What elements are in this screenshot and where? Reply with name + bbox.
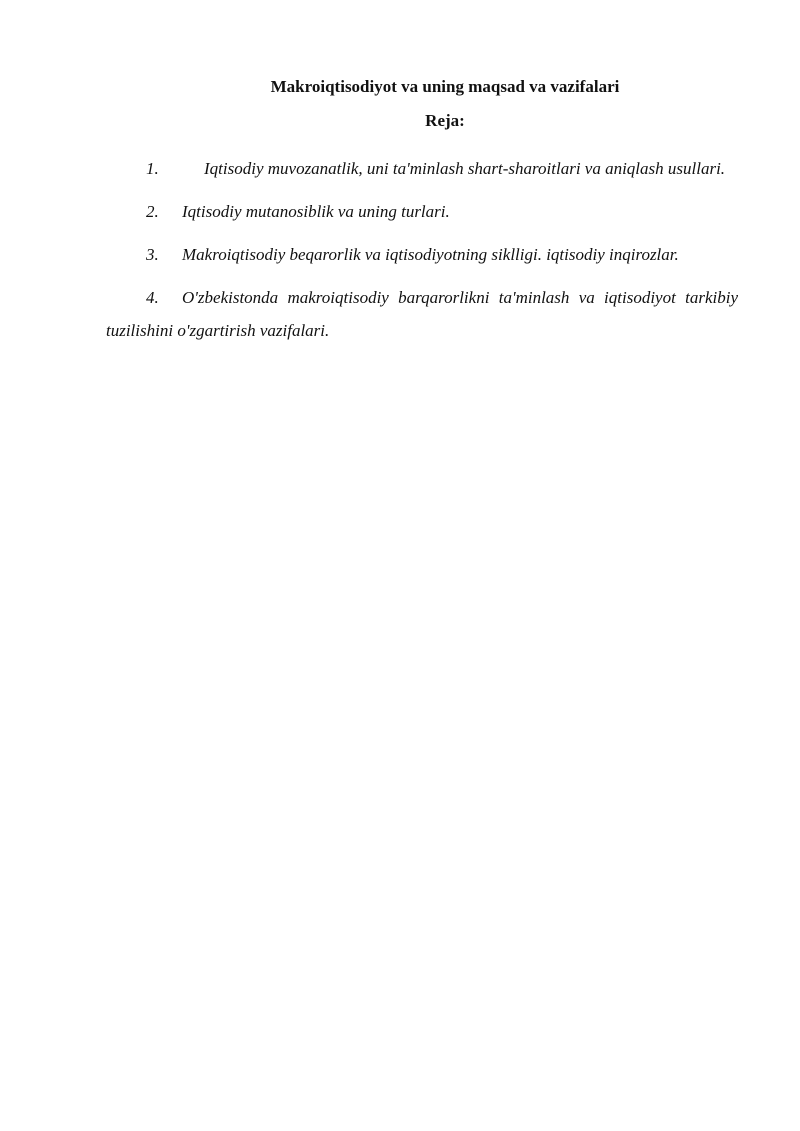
plan-heading: Reja: xyxy=(425,111,465,130)
plan-item-text: Iqtisodiy mutanosiblik va uning turlari. xyxy=(182,202,450,221)
plan-item-number: 2. xyxy=(146,202,159,221)
plan-item-number: 3. xyxy=(146,245,159,264)
plan-item xyxy=(106,281,738,347)
plan-item-text: Iqtisodiy muvozanatlik, uni ta'minlash shart-sharoitlari va aniqlash usullari. xyxy=(204,159,726,178)
document-title: Makroiqtisodiyot va uning maqsad va vazifalari xyxy=(270,77,620,96)
plan-item-text: Makroiqtisodiy beqarorlik va iqtisodiyotning siklligi. iqtisodiy inqirozlar. xyxy=(182,245,679,264)
plan-item-text: O'zbekistonda makroiqtisodiy barqarorlikni ta'minlash va iqtisodiyot tarkibiy tuzilishini o'zgartirish vazifalari. xyxy=(106,288,738,340)
plan-item-number: 4. xyxy=(146,288,159,307)
plan-item xyxy=(106,238,738,271)
plan-list xyxy=(106,152,738,357)
plan-item xyxy=(106,195,738,228)
plan-item xyxy=(106,152,738,185)
plan-item-number: 1. xyxy=(146,159,159,178)
